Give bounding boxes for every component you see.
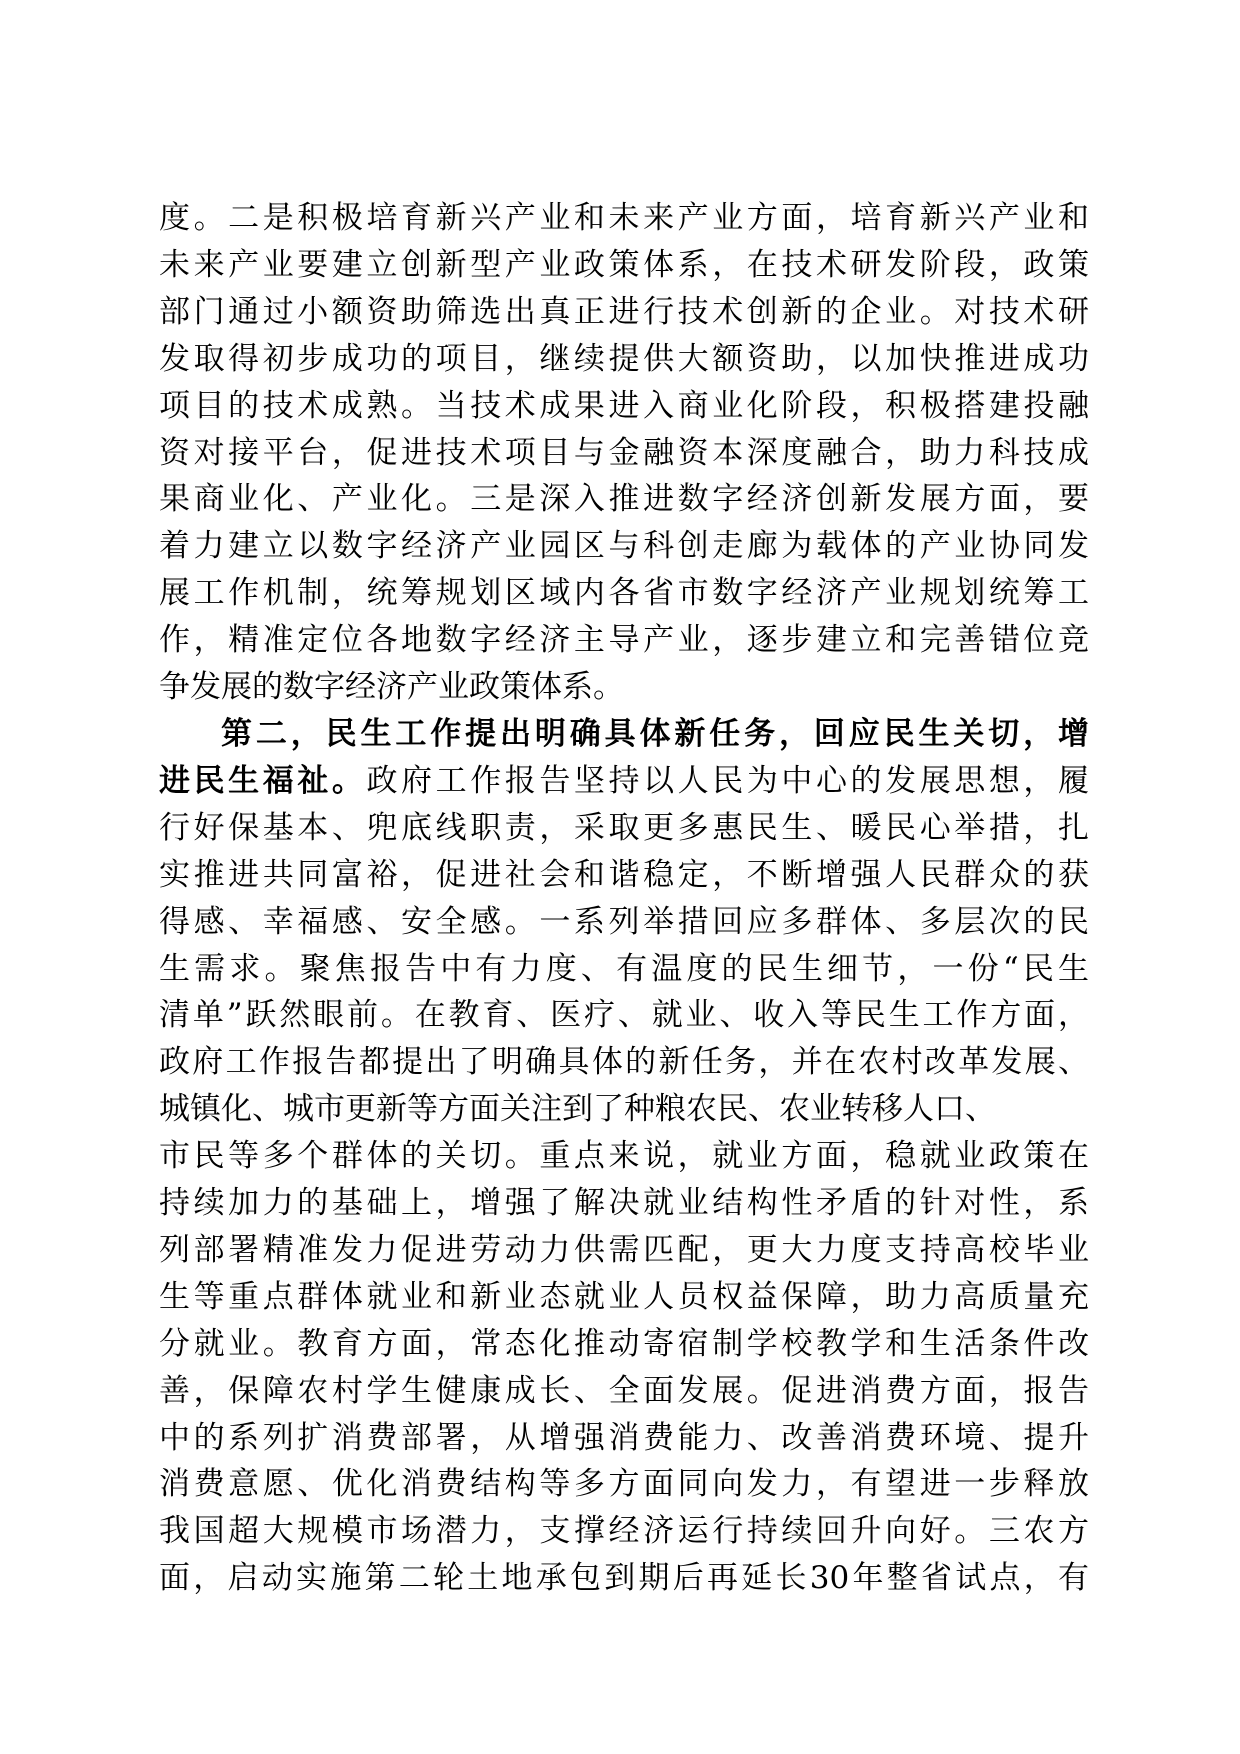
text-line: 作，精准定位各地数字经济主导产业，逐步建立和完善错位竞 (159, 622, 1089, 659)
text-line: 争发展的数字经济产业政策体系。 (159, 669, 624, 706)
text-line: 生需求。聚焦报告中有力度、有温度的民生细节，一份“民生 (159, 950, 1089, 987)
text-line: 部门通过小额资助筛选出真正进行技术创新的企业。对技术研 (159, 293, 1089, 330)
text-line: 生等重点群体就业和新业态就业人员权益保障，助力高质量充 (159, 1278, 1089, 1315)
text-line: 列部署精准发力促进劳动力供需匹配，更大力度支持高校毕业 (159, 1231, 1089, 1268)
text-line (159, 759, 1089, 803)
text-line: 果商业化、产业化。三是深入推进数字经济创新发展方面，要 (159, 481, 1089, 518)
text-line: 我国超大规模市场潜力，支撑经济运行持续回升向好。三农方 (159, 1513, 1089, 1550)
text-line: 实推进共同富裕，促进社会和谐稳定，不断增强人民群众的获 (159, 856, 1089, 893)
text-line-rest: 政府工作报告坚持以人民为中心的发展思想，履 (366, 762, 1090, 799)
text-line: 政府工作报告都提出了明确具体的新任务，并在农村改革发展、 (159, 1044, 1089, 1081)
text-line: 度。二是积极培育新兴产业和未来产业方面，培育新兴产业和 (159, 200, 1089, 236)
text-line: 未来产业要建立创新型产业政策体系，在技术研发阶段，政策 (159, 246, 1089, 283)
text-line: 发取得初步成功的项目，继续提供大额资助，以加快推进成功 (159, 340, 1089, 377)
text-line: 着力建立以数字经济产业园区与科创走廊为载体的产业协同发 (159, 528, 1089, 565)
text-line: 持续加力的基础上，增强了解决就业结构性矛盾的针对性，系 (159, 1185, 1089, 1222)
text-line: 得感、幸福感、安全感。一系列举措回应多群体、多层次的民 (159, 903, 1089, 940)
text-line: 消费意愿、优化消费结构等多方面同向发力，有望进一步释放 (159, 1466, 1089, 1503)
text-line: 面，启动实施第二轮土地承包到期后再延长30年整省试点，有 (159, 1560, 1089, 1597)
paragraph-2 (159, 712, 1089, 1600)
text-line: 善，保障农村学生健康成长、全面发展。促进消费方面，报告 (159, 1372, 1089, 1409)
text-line: 展工作机制，统筹规划区域内各省市数字经济产业规划统筹工 (159, 575, 1089, 612)
text-line: 中的系列扩消费部署，从增强消费能力、改善消费环境、提升 (159, 1419, 1089, 1456)
paragraph-1 (159, 196, 1089, 709)
text-line: 行好保基本、兜底线职责，采取更多惠民生、暖民心举措，扎 (159, 809, 1089, 846)
text-line: 城镇化、城市更新等方面关注到了种粮农民、农业转移人口、 (159, 1091, 996, 1128)
section-heading-line: 第二，民生工作提出明确具体新任务，回应民生关切，增 (221, 715, 1089, 752)
text-line: 清单”跃然眼前。在教育、医疗、就业、收入等民生工作方面， (159, 997, 1089, 1034)
text-line: 市民等多个群体的关切。重点来说，就业方面，稳就业政策在 (159, 1138, 1089, 1175)
text-line: 项目的技术成熟。当技术成果进入商业化阶段，积极搭建投融 (159, 387, 1089, 424)
text-line: 资对接平台，促进技术项目与金融资本深度融合，助力科技成 (159, 434, 1089, 471)
text-line: 分就业。教育方面，常态化推动寄宿制学校教学和生活条件改 (159, 1325, 1089, 1362)
body-text (159, 196, 1089, 1603)
section-heading-end: 进民生福祉。 (159, 762, 367, 799)
